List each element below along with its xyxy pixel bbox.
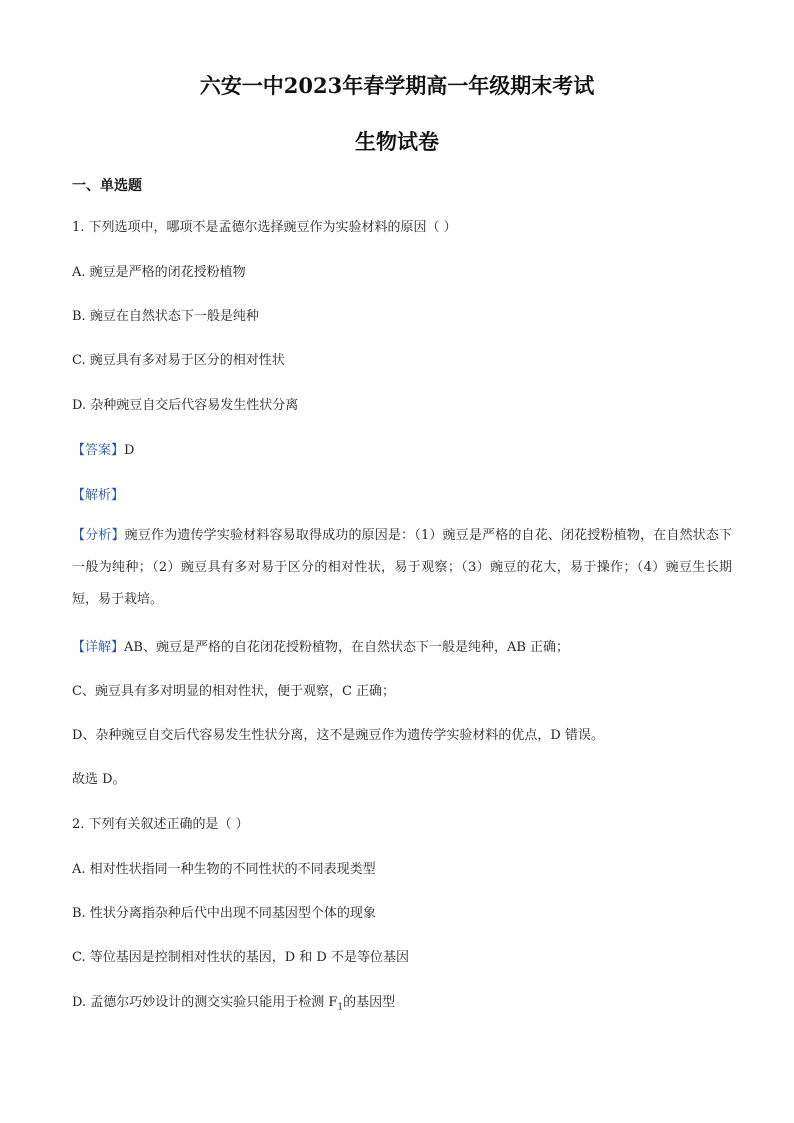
fenxi-text: 豌豆作为遗传学实验材料容易取得成功的原因是：（1）豌豆是严格的自花、闭花授粉植物，在自然状态下一般为纯种；（2）豌豆具有多对易于区分的相对性状，易于观察；（3）豌豆的花大，易于操作；（4）豌豆生长期短，易于栽培。 bbox=[72, 528, 732, 607]
analysis-tag: 【解析】 bbox=[72, 488, 125, 503]
fenxi-paragraph bbox=[72, 520, 732, 616]
section-heading: 一、单选题 bbox=[72, 178, 142, 194]
answer-value: D bbox=[124, 443, 135, 458]
document-title: 六安一中2023年春学期高一年级期末考试 bbox=[199, 73, 595, 98]
answer-tag: 【答案】 bbox=[72, 443, 125, 458]
document-subtitle: 生物试卷 bbox=[355, 129, 439, 154]
question-2-option-d bbox=[72, 991, 395, 1013]
question-1-option-b: B. 豌豆在自然状态下一般是纯种 bbox=[72, 309, 259, 324]
option-d-subscript: 1 bbox=[337, 1002, 344, 1013]
xiangjie-line bbox=[72, 636, 569, 655]
question-1-stem: 1. 下列选项中，哪项不是孟德尔选择豌豆作为实验材料的原因（ ） bbox=[72, 220, 457, 235]
question-2-stem: 2. 下列有关叙述正确的是（ ） bbox=[72, 817, 249, 832]
option-d-prefix: D. 孟德尔巧妙设计的测交实验只能用于检测 F bbox=[72, 995, 338, 1010]
option-d-suffix: 的基因型 bbox=[343, 995, 396, 1010]
explanation-d: D、杂种豌豆自交后代容易发生性状分离，这不是豌豆作为遗传学实验材料的优点，D 错误。 bbox=[72, 728, 604, 743]
answer-line bbox=[72, 439, 134, 458]
xiangjie-tag: 【详解】 bbox=[72, 640, 125, 655]
question-1-option-a: A. 豌豆是严格的闭花授粉植物 bbox=[72, 265, 246, 280]
question-2-option-a: A. 相对性状指同一种生物的不同性状的不同表现类型 bbox=[72, 862, 376, 877]
fenxi-tag: 【分析】 bbox=[72, 528, 125, 543]
question-1-option-c: C. 豌豆具有多对易于区分的相对性状 bbox=[72, 353, 285, 368]
conclusion: 故选 D。 bbox=[72, 772, 126, 787]
explanation-c: C、豌豆具有多对明显的相对性状，便于观察，C 正确； bbox=[72, 684, 396, 699]
question-2-option-c: C. 等位基因是控制相对性状的基因，D 和 D 不是等位基因 bbox=[72, 950, 409, 965]
analysis-heading bbox=[72, 484, 124, 503]
question-2-option-b: B. 性状分离指杂种后代中出现不同基因型个体的现象 bbox=[72, 906, 376, 921]
xiangjie-text: AB、豌豆是严格的自花闭花授粉植物，在自然状态下一般是纯种，AB 正确； bbox=[124, 640, 570, 655]
question-1-option-d: D. 杂种豌豆自交后代容易发生性状分离 bbox=[72, 398, 299, 413]
